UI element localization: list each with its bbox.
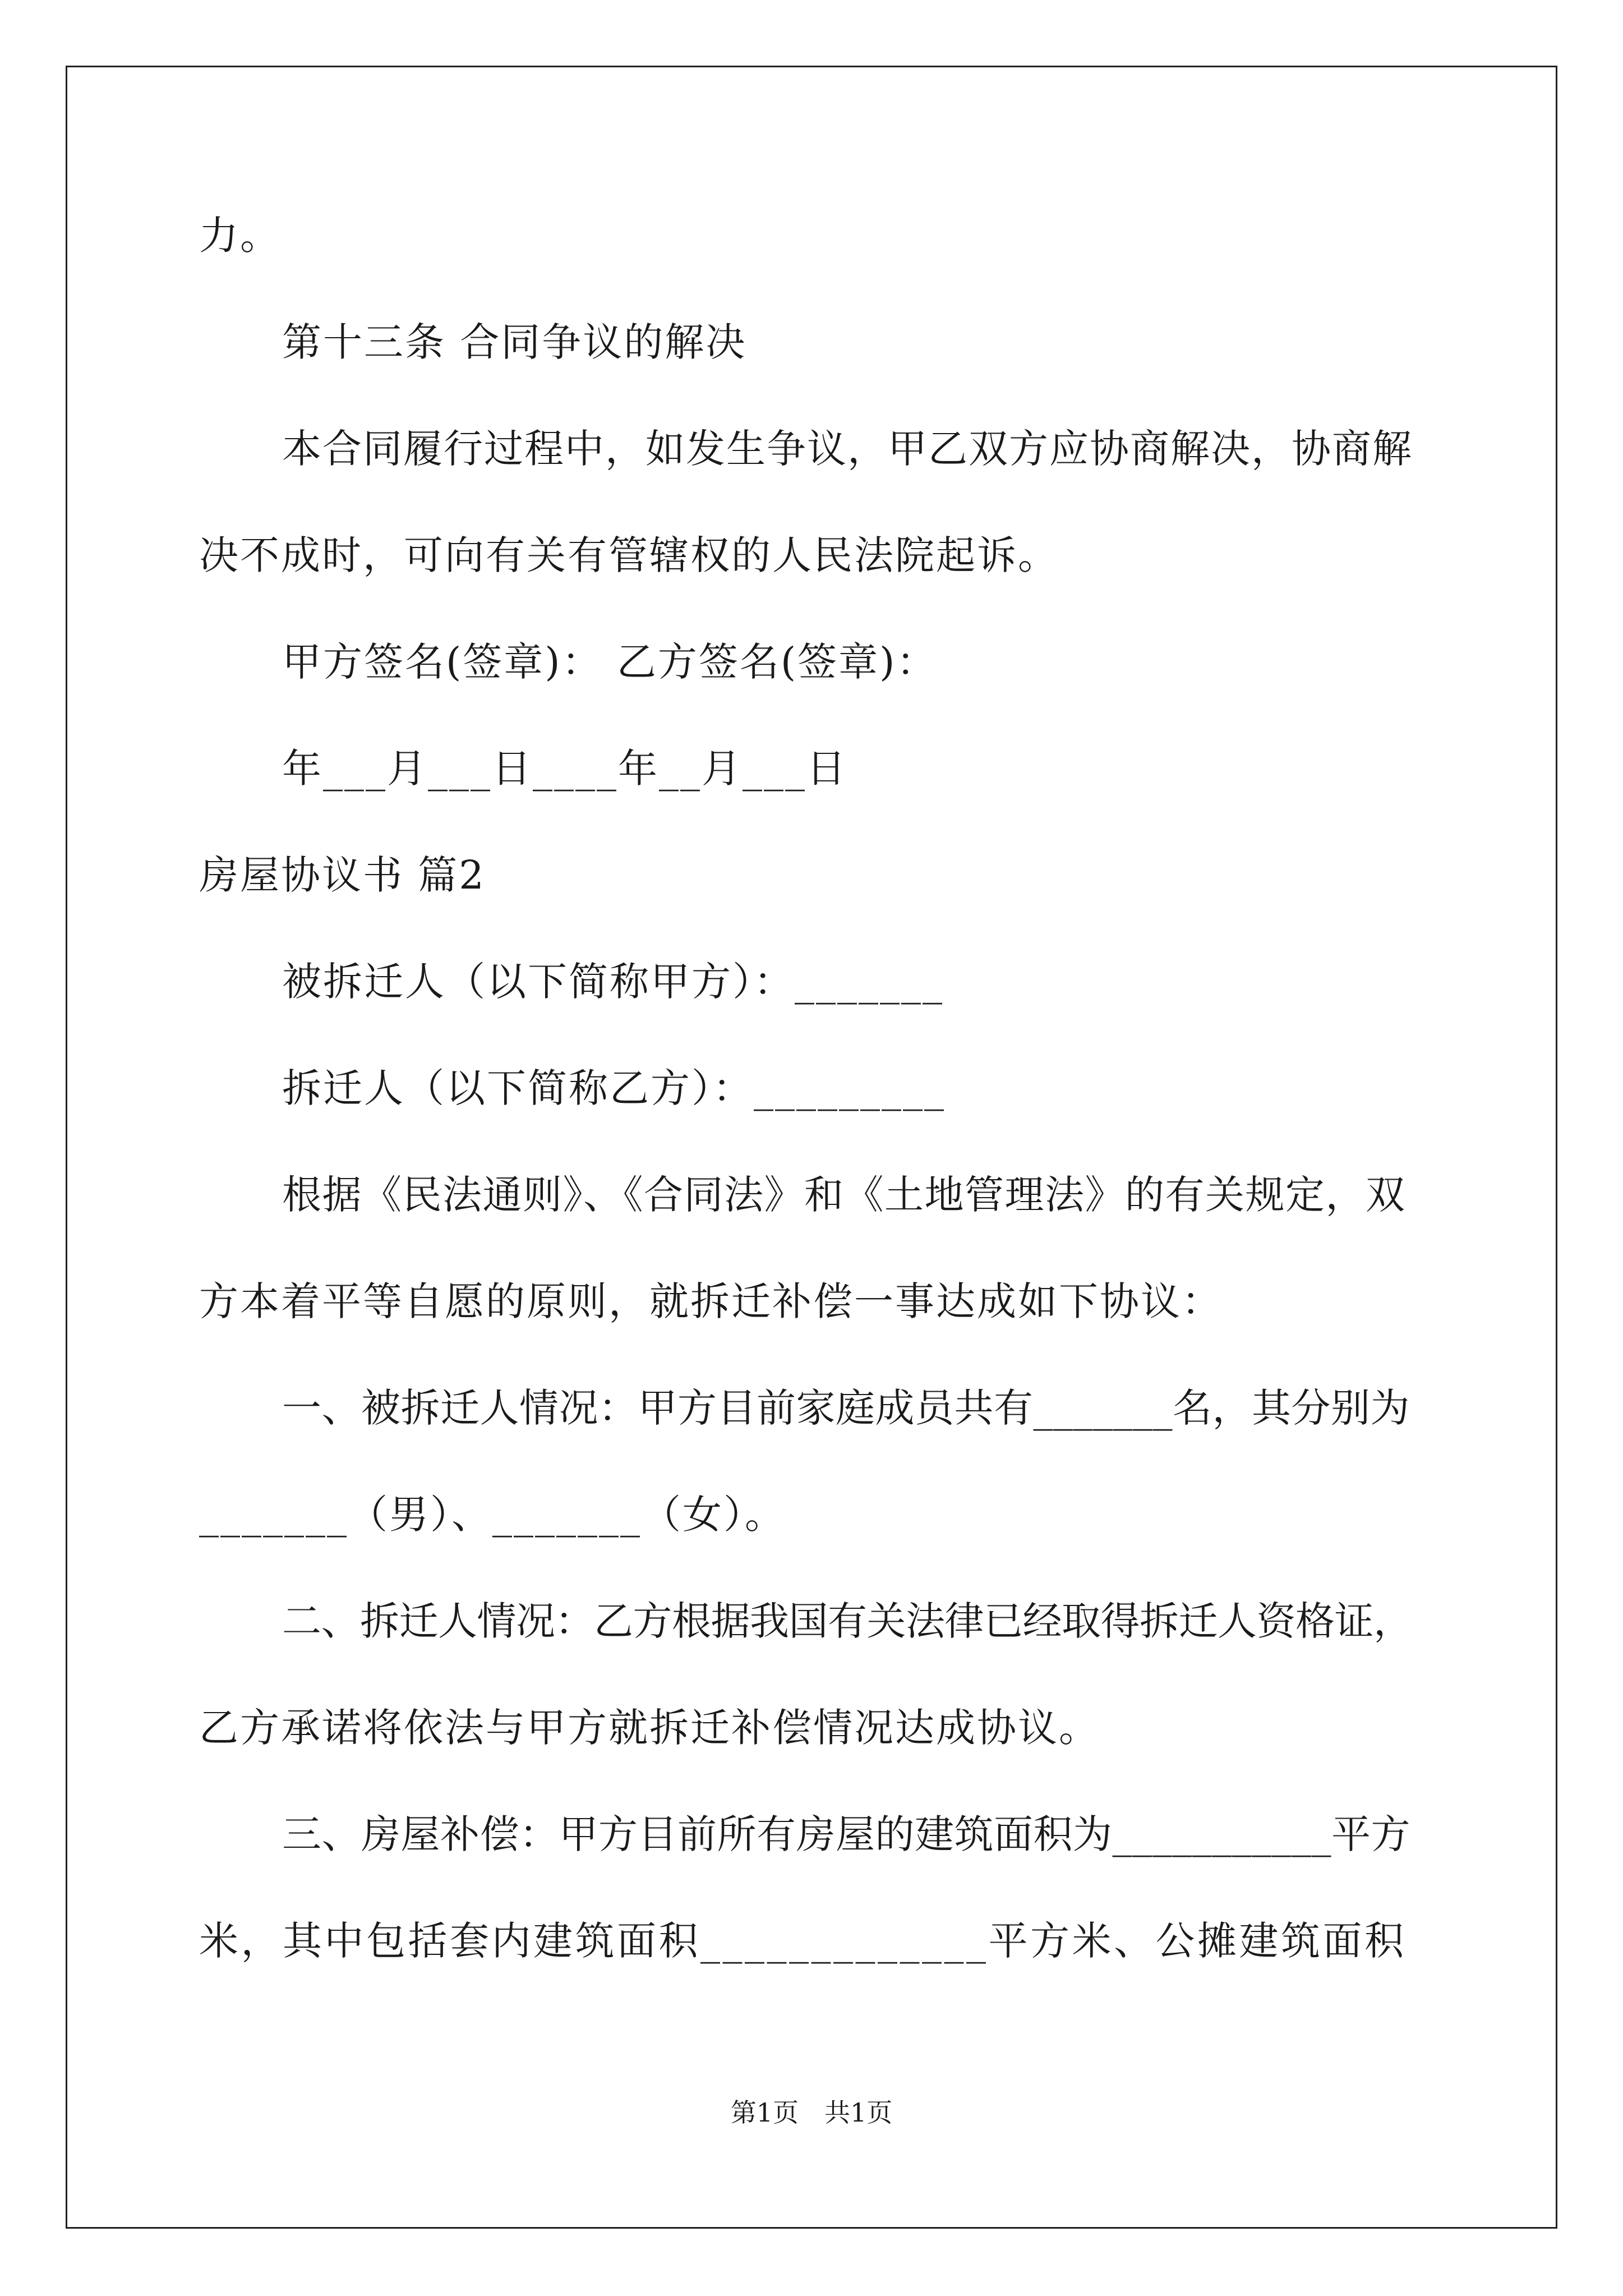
date-line: 年___月___日____年__月___日 xyxy=(282,746,847,792)
page-footer xyxy=(0,2096,1623,2129)
clause-3-line: 三、房屋补偿：甲方目前所有房屋的建筑面积为___________平方 xyxy=(282,1811,1410,1857)
section-heading: 房屋协议书 篇2 xyxy=(199,852,486,898)
signature-line: 甲方签名(签章)： 乙方签名(签章)： xyxy=(282,639,938,685)
party-a-line: 被拆迁人（以下简称甲方）：_______ xyxy=(282,959,944,1005)
text-line-11: 方本着平等自愿的原则，就拆迁补偿一事达成如下协议： xyxy=(199,1278,1223,1324)
article-13-heading: 第十三条 合同争议的解决 xyxy=(282,319,747,365)
page-border xyxy=(66,66,1557,2229)
page-number: 第1页 xyxy=(730,2097,799,2128)
clause-3-line-2: 米，其中包括套内建筑面积_____________平方米、公摊建筑面积 xyxy=(199,1918,1407,1964)
clause-1-line-2: _______（男）、_______（女）。 xyxy=(199,1492,786,1538)
text-line-10: 根据《民法通则》、《合同法》和《土地管理法》的有关规定，双 xyxy=(282,1172,1406,1218)
text-line-3: 本合同履行过程中，如发生争议，甲乙双方应协商解决，协商解 xyxy=(282,426,1413,472)
clause-1-line: 一、被拆迁人情况：甲方目前家庭成员共有_______名，其分别为 xyxy=(282,1385,1410,1431)
party-b-line: 拆迁人（以下简称乙方）：_________ xyxy=(282,1065,946,1111)
page-total: 共1页 xyxy=(824,2097,893,2128)
clause-2-line: 二、拆迁人情况：乙方根据我国有关法律已经取得拆迁人资格证， xyxy=(282,1598,1413,1644)
text-line-4: 决不成时，可向有关有管辖权的人民法院起诉。 xyxy=(199,532,1059,578)
clause-2-line-2: 乙方承诺将依法与甲方就拆迁补偿情况达成协议。 xyxy=(199,1705,1100,1751)
text-line-1: 力。 xyxy=(199,213,281,259)
